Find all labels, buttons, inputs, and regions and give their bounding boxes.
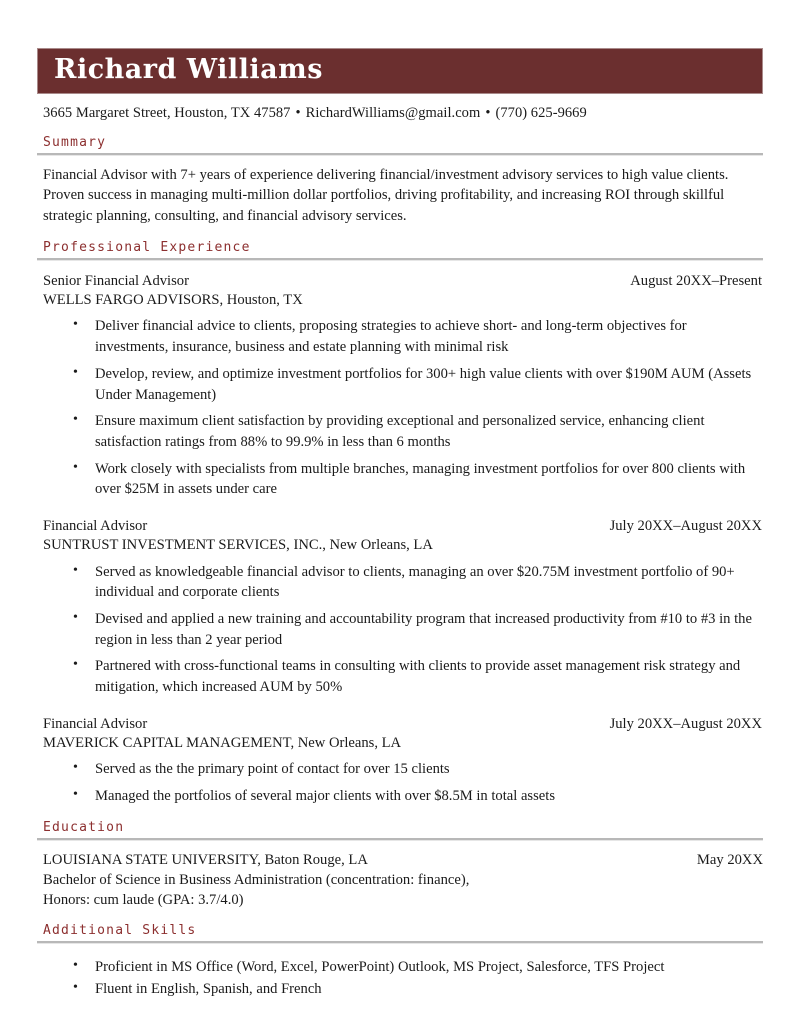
list-item: • Managed the portfolios of several major clients with over $8.5M in total assets — [43, 786, 763, 807]
experience-entry-header — [43, 272, 763, 291]
contact-email[interactable]: RichardWilliams@gmail.com — [305, 104, 481, 121]
education-date: May 20XX — [696, 851, 763, 868]
experience-entry — [43, 517, 763, 698]
contact-address: 3665 Margaret Street, Houston, TX 47587 — [43, 104, 291, 121]
list-item: • Served as the the primary point of contact for over 15 clients — [43, 759, 763, 780]
section-education — [37, 820, 763, 910]
section-title-education: Education — [43, 819, 125, 835]
contact-separator-2: • — [485, 104, 491, 121]
experience-entry — [43, 715, 763, 807]
contact-line — [37, 94, 763, 122]
list-item: • Devised and applied a new training and accountability program that increased productivity from #10 to #3 in the region in less than 2 year period — [43, 609, 763, 650]
section-title-summary: Summary — [43, 134, 107, 150]
job-company: MAVERICK CAPITAL MANAGEMENT, New Orleans, LA — [43, 735, 402, 752]
skills-bullets — [43, 957, 763, 999]
list-item: • Fluent in English, Spanish, and French — [43, 979, 763, 1000]
job-title: Financial Advisor — [43, 715, 148, 732]
experience-body — [37, 261, 763, 807]
experience-entry-header — [43, 517, 763, 536]
list-item: • Ensure maximum client satisfaction by providing exceptional and personalized service, enhancing client satisfaction ratings from 88% to 99.9% in less than 6 months — [43, 411, 763, 452]
education-entry-header — [43, 850, 763, 870]
education-degree: Bachelor of Science in Business Administration (concentration: finance), — [43, 871, 470, 888]
section-title-skills: Additional Skills — [43, 923, 197, 939]
list-item: • Partnered with cross-functional teams in consulting with clients to provide asset management risk strategy and mitigation, which increased AUM by 50% — [43, 656, 763, 697]
list-item: • Proficient in MS Office (Word, Excel, PowerPoint) Outlook, MS Project, Salesforce, TFS Project — [43, 957, 763, 978]
section-title-experience: Professional Experience — [43, 239, 251, 255]
job-company: WELLS FARGO ADVISORS, Houston, TX — [43, 292, 303, 309]
job-title: Financial Advisor — [43, 518, 148, 535]
section-summary — [37, 135, 763, 227]
list-item: • Develop, review, and optimize investment portfolios for 300+ high value clients with over $190M AUM (Assets Under Management) — [43, 364, 763, 405]
list-item: • Deliver financial advice to clients, proposing strategies to achieve short- and long-term objectives for investments, insurance, business and estate planning with minimal risk — [43, 316, 763, 357]
job-date: August 20XX–Present — [630, 272, 762, 289]
skills-body — [37, 944, 763, 999]
summary-text: Financial Advisor with 7+ years of experience delivering financial/investment advisory services to high value clients. Proven success in managing multi-million dollar portfolios, driving profitability, and increasing ROI through skillful strategic planning, consulting, and financial advisory services. — [43, 166, 729, 225]
name-banner — [37, 48, 763, 94]
candidate-name: Richard Williams — [54, 54, 323, 85]
list-item: • Work closely with specialists from multiple branches, managing investment portfolios for over 800 clients with over $25M in assets under care — [43, 459, 763, 500]
job-bullets — [43, 316, 763, 500]
section-skills — [37, 923, 763, 999]
job-company: SUNTRUST INVESTMENT SERVICES, INC., New Orleans, LA — [43, 537, 433, 554]
job-date: July 20XX–August 20XX — [609, 715, 762, 732]
list-item: • Served as knowledgeable financial advisor to clients, managing an over $20.75M investment portfolio of 90+ individual and corporate clients — [43, 562, 763, 603]
section-experience — [37, 240, 763, 807]
education-school: LOUISIANA STATE UNIVERSITY, Baton Rouge, LA — [43, 851, 368, 868]
job-bullets — [43, 562, 763, 698]
job-date: July 20XX–August 20XX — [609, 518, 762, 535]
job-title: Senior Financial Advisor — [43, 272, 189, 289]
contact-separator-1: • — [295, 104, 301, 121]
education-body — [37, 841, 763, 910]
summary-body — [37, 156, 763, 227]
contact-phone: (770) 625-9669 — [495, 104, 587, 121]
experience-entry — [43, 272, 763, 500]
job-bullets — [43, 759, 763, 806]
experience-entry-header — [43, 715, 763, 734]
education-honors: Honors: cum laude (GPA: 3.7/4.0) — [43, 892, 244, 909]
